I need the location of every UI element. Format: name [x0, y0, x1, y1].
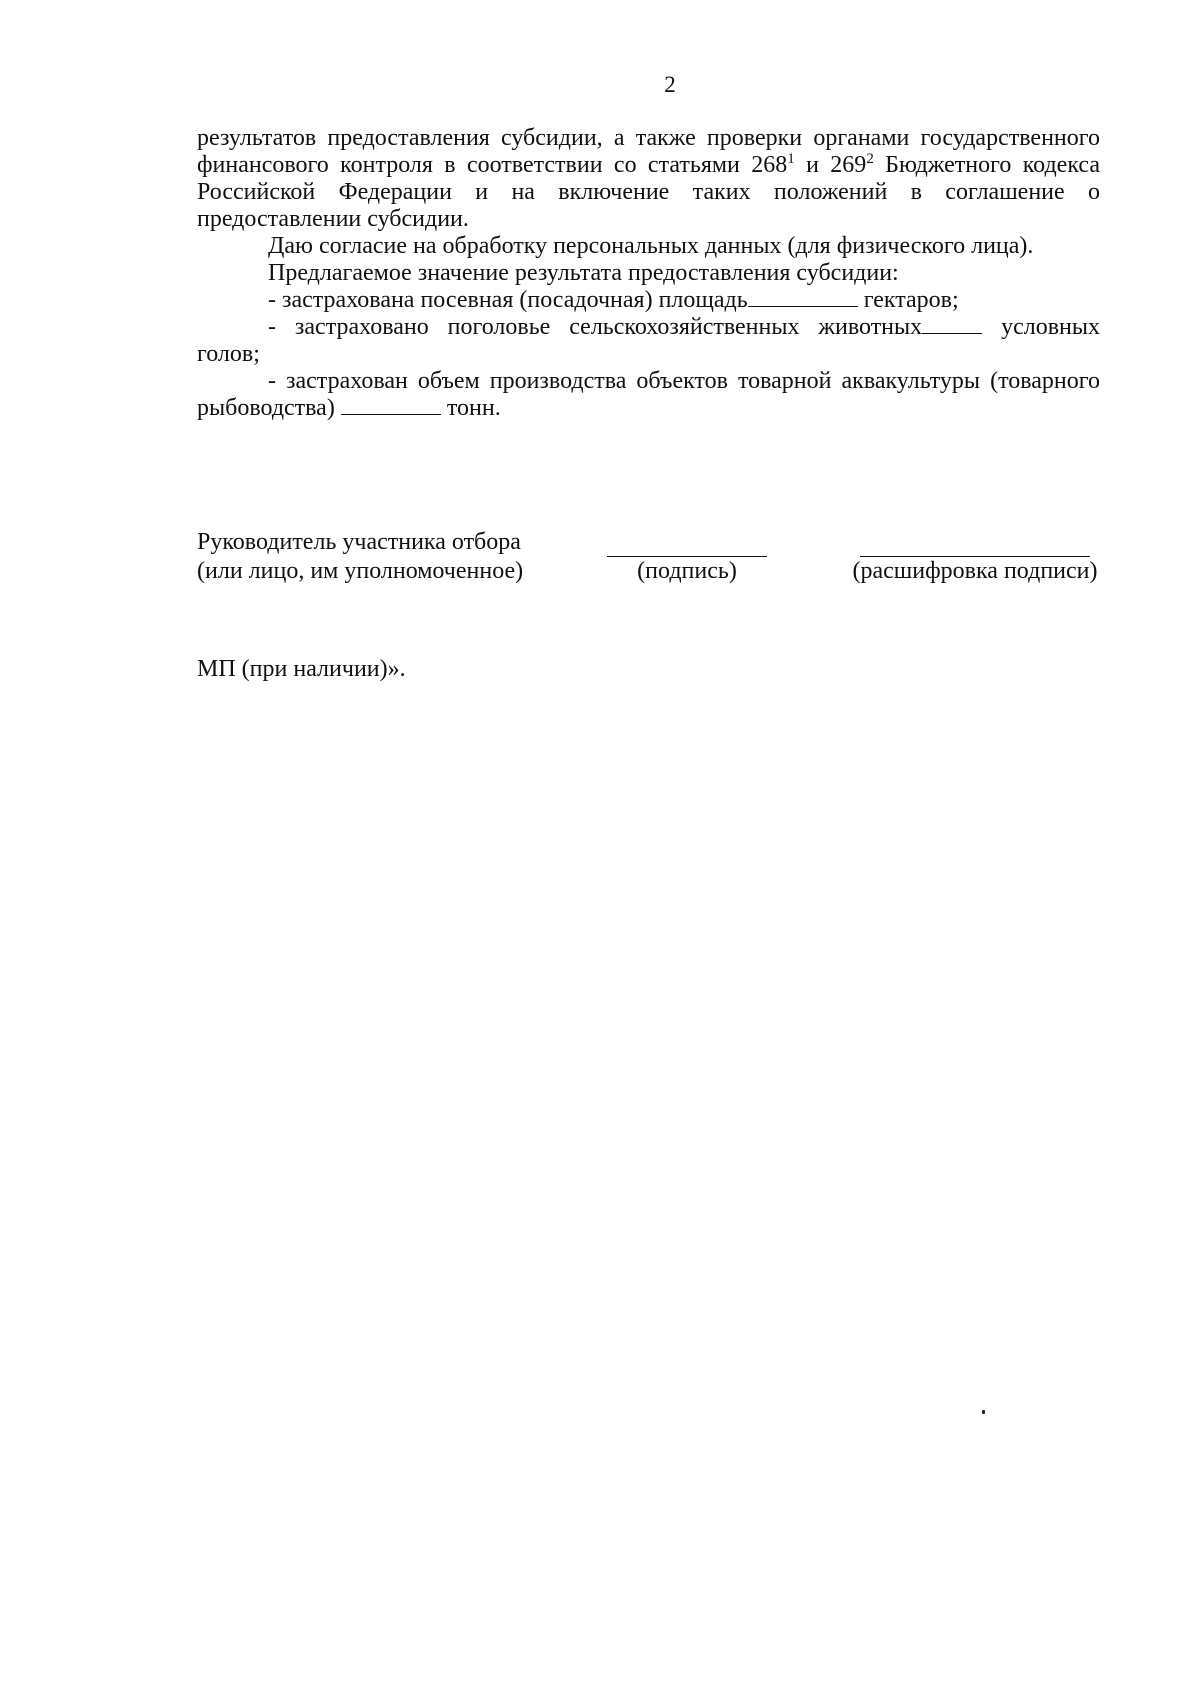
- signature-field: [607, 528, 767, 586]
- paragraph-consent-control: результатов предоставления субсидии, а также проверки органами государственного финансового контроля в соответствии со статьями $268^1$ и $269^2$ Бюджетного кодекса Российской Федерации и на включение таких положений в соглашение о предоставлении субсидии.: [197, 125, 1100, 232]
- paragraph-proposed-result: Предлагаемое значение результата предоставления субсидии:: [268, 260, 899, 286]
- blank-heads-field[interactable]: [922, 315, 982, 334]
- signatory-role: Руководитель участника отбора (или лицо, им уполномоченное): [197, 529, 524, 584]
- footnote-superscript: 1: [787, 151, 795, 167]
- scan-speck: [982, 1410, 985, 1414]
- paragraph-personal-data: Даю согласие на обработку персональных данных (для физического лица).: [268, 233, 1034, 259]
- signature-decoding-field: [850, 528, 1100, 586]
- seal-note: МП (при наличии)».: [197, 656, 406, 682]
- blank-tons-field[interactable]: [341, 396, 441, 415]
- footnote-superscript: 2: [866, 151, 874, 167]
- item-aquaculture: - застрахован объем производства объектов товарной аквакультуры (товарного рыбоводства) тонн.: [197, 368, 1100, 421]
- page-number: 2: [664, 72, 676, 97]
- signature-decoding-line[interactable]: [860, 528, 1090, 557]
- signature-line[interactable]: [607, 528, 767, 557]
- blank-hectares-field[interactable]: [748, 288, 858, 307]
- item-sown-area: - застрахована посевная (посадочная) площадь гектаров;: [268, 287, 959, 313]
- signature-decoding-caption: (расшифровка подписи): [852, 558, 1098, 584]
- item-livestock: - застраховано поголовье сельскохозяйственных животных условных голов;: [197, 314, 1101, 367]
- document-body: [197, 125, 1100, 422]
- signature-caption: (подпись): [637, 558, 737, 584]
